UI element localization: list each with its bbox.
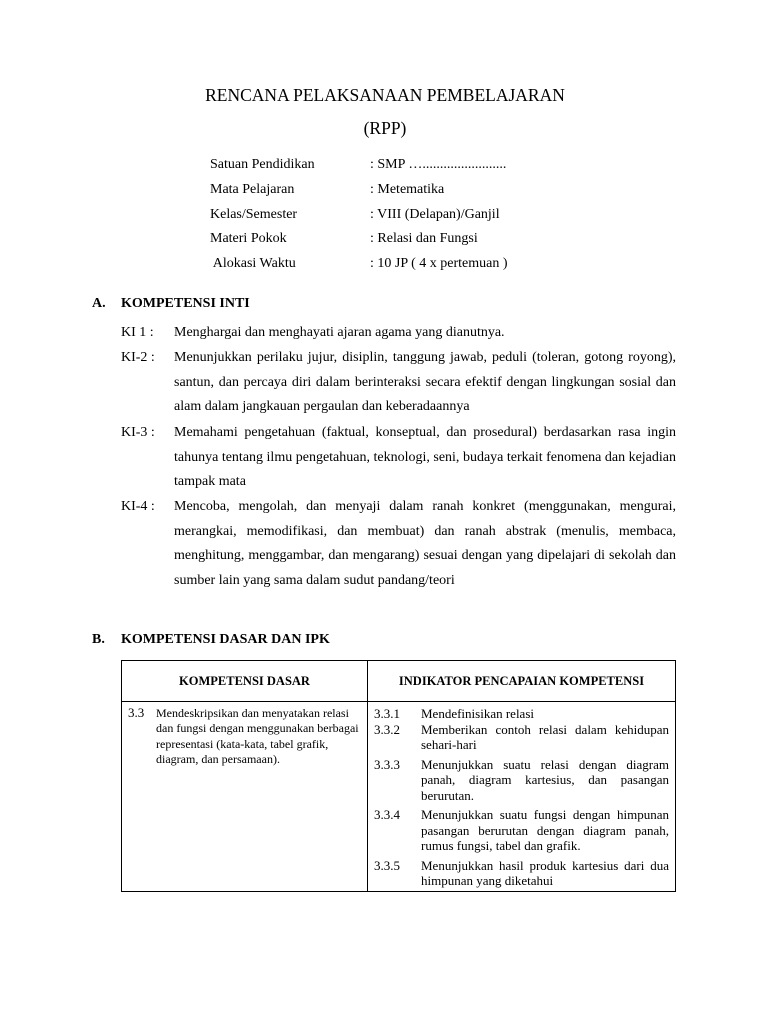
header-indikator: INDIKATOR PENCAPAIAN KOMPETENSI <box>368 661 676 702</box>
kd-number: 3.3 <box>128 705 145 720</box>
ipk-text: Memberikan contoh relasi dalam kehidupan sehari-hari <box>421 721 669 752</box>
document-subtitle: (RPP) <box>363 118 407 138</box>
ki-text: Menunjukkan perilaku jujur, disiplin, tanggung jawab, peduli (toleran, gotong royong), santun, dan percaya diri dalam berinteraksi secara efektif dengan lingkungan sosial dan alam dalam jangkauan pergaulan dan keberadaannya <box>174 350 676 415</box>
ki-text: Memahami pengetahuan (faktual, konseptual, dan prosedural) berdasarkan rasa ingin tahunya tentang ilmu pengetahuan, teknologi, seni, budaya terkait fenomena dan kejadian tampak mata <box>174 425 676 490</box>
table-row <box>122 702 676 892</box>
ki-code: KI 1 : <box>121 325 154 340</box>
section-a-letter: A. <box>92 296 106 311</box>
ipk-item <box>368 807 675 854</box>
ipk-item <box>368 757 675 804</box>
identity-value: : 10 JP ( 4 x pertemuan ) <box>370 256 508 271</box>
ipk-number: 3.3.5 <box>374 857 400 873</box>
ipk-item <box>368 858 675 889</box>
kd-cell <box>122 702 368 892</box>
identity-label: Materi Pokok <box>210 231 287 246</box>
ki-item-2 <box>121 346 676 420</box>
ki-item-3 <box>121 421 676 495</box>
identity-label: Satuan Pendidikan <box>210 157 315 172</box>
section-a-title: KOMPETENSI INTI <box>121 296 250 311</box>
ki-item-1 <box>121 321 676 346</box>
ipk-number: 3.3.4 <box>374 807 400 822</box>
ipk-text: Menunjukkan suatu fungsi dengan himpunan pasangan berurutan dengan diagram panah, rumus fungsi, tabel dan grafik. <box>421 807 669 853</box>
header-kompetensi-dasar: KOMPETENSI DASAR <box>122 661 368 702</box>
section-b-letter: B. <box>92 632 105 647</box>
identity-value: : Metematika <box>370 182 445 197</box>
identity-value: : Relasi dan Fungsi <box>370 231 478 246</box>
ipk-number: 3.3.1 <box>374 706 400 721</box>
identity-value: : SMP …........................ <box>370 157 507 172</box>
ki-item-4 <box>121 495 676 594</box>
identity-label: Mata Pelajaran <box>210 182 295 197</box>
kd-text: Mendeskripsikan dan menyatakan relasi dan fungsi dengan menggunakan berbagai representasi (kata-kata, tabel grafik, diagram, dan persamaan). <box>156 706 359 767</box>
ipk-text: Mendefinisikan relasi <box>421 706 534 721</box>
identity-value: : VIII (Delapan)/Ganjil <box>370 207 500 222</box>
kd-ipk-table <box>121 660 676 892</box>
ipk-item <box>368 722 675 753</box>
ipk-text: Menunjukkan suatu relasi dengan diagram panah, diagram kartesius, dan pasangan berurutan. <box>421 756 669 803</box>
identity-label: Alokasi Waktu <box>210 256 296 271</box>
ipk-text: Menunjukkan hasil produk kartesius dari dua himpunan yang diketahui <box>421 857 669 888</box>
ki-code: KI-2 : <box>121 350 155 365</box>
ipk-number: 3.3.3 <box>374 756 400 772</box>
ki-text: Menghargai dan menghayati ajaran agama yang dianutnya. <box>174 325 505 340</box>
document-title: RENCANA PELAKSANAAN PEMBELAJARAN <box>205 85 565 105</box>
table-header-row <box>122 661 676 702</box>
ki-code: KI-3 : <box>121 425 155 440</box>
ipk-number: 3.3.2 <box>374 721 400 737</box>
section-b-title: KOMPETENSI DASAR DAN IPK <box>121 632 330 647</box>
ki-text: Mencoba, mengolah, dan menyaji dalam ranah konkret (menggunakan, mengurai, merangkai, memodifikasi, dan membuat) dan ranah abstrak (menulis, membaca, menghitung, menggambar, dan mengarang) sesuai dengan yang dipelajari di sekolah dan sumber lain yang sama dalam sudut pandang/teori <box>174 499 676 589</box>
identity-label: Kelas/Semester <box>210 207 298 222</box>
ipk-cell <box>368 702 676 892</box>
ki-code: KI-4 : <box>121 499 155 514</box>
ipk-item <box>368 706 675 722</box>
